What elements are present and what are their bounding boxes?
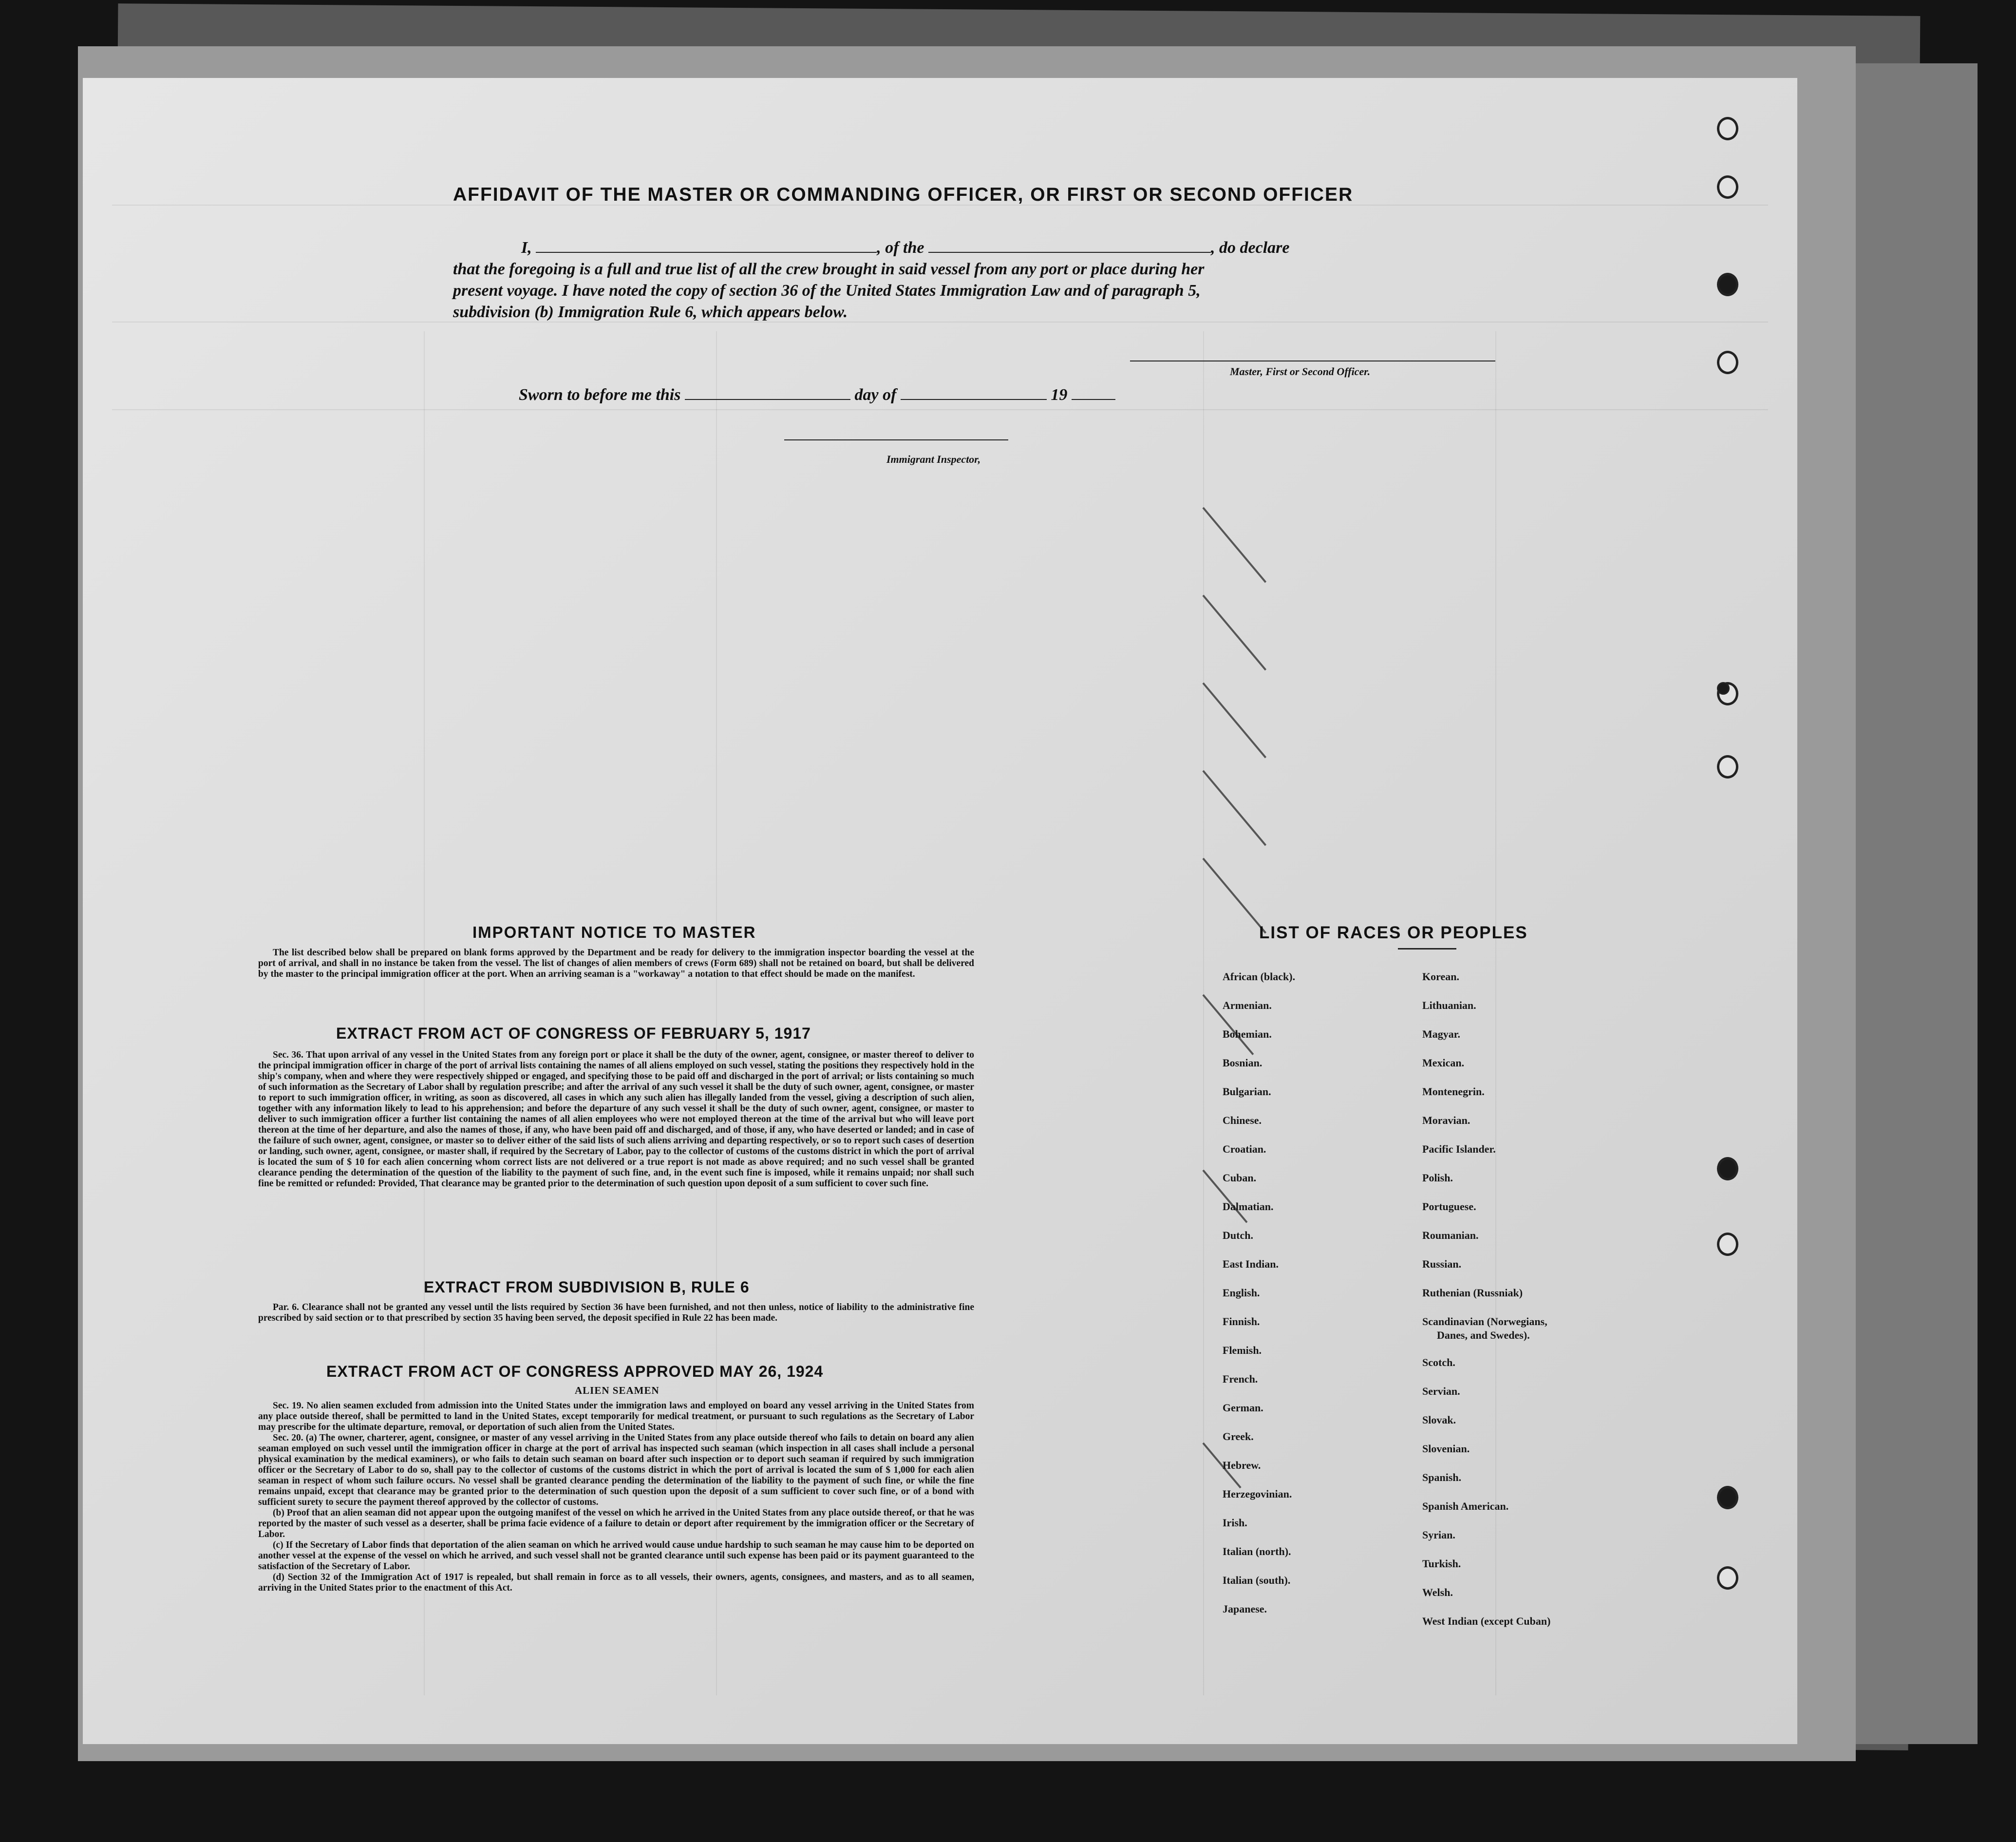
binder-hole xyxy=(1717,1233,1738,1256)
sworn-line xyxy=(519,386,1115,404)
race-item: Moravian. xyxy=(1422,1114,1470,1126)
race-item: Portuguese. xyxy=(1422,1200,1476,1213)
binder-hole xyxy=(1717,351,1738,374)
pen-stroke xyxy=(1202,595,1266,671)
race-item: Bohemian. xyxy=(1223,1028,1272,1040)
race-item: Cuban. xyxy=(1223,1172,1257,1184)
race-item: Bulgarian. xyxy=(1223,1085,1271,1098)
race-item: Hebrew. xyxy=(1223,1459,1261,1471)
race-item: German. xyxy=(1223,1402,1263,1414)
notice-title: IMPORTANT NOTICE TO MASTER xyxy=(472,923,756,941)
subdivision-b-title: EXTRACT FROM SUBDIVISION B, RULE 6 xyxy=(424,1278,750,1296)
race-item: Syrian. xyxy=(1422,1529,1455,1541)
race-item: Irish. xyxy=(1223,1517,1247,1529)
pen-stroke xyxy=(1202,683,1266,759)
subdivision-b-text xyxy=(258,1302,974,1324)
sworn-month-blank xyxy=(901,386,1047,400)
race-item: Slovak. xyxy=(1422,1414,1456,1426)
race-item: Finnish. xyxy=(1223,1315,1260,1328)
section-19-paragraph: Sec. 19. No alien seamen excluded from admission into the United States under the immigration laws and employed on board any vessel arriving in the United States from any place outside thereof, shall be permitted to land in the United States, except temporarily for medical treatment, or pursuant to such regulations as the Secretary of Labor may prescribe for the ultimate departure, removal, or deportation of such alien from the United States. xyxy=(258,1401,974,1432)
affidavit-title: AFFIDAVIT OF THE MASTER OR COMMANDING OFFICER, OR FIRST OR SECOND OFFICER xyxy=(453,184,1354,205)
bleed-through-rule xyxy=(112,322,1768,323)
bleed-through-column xyxy=(1495,331,1496,1695)
race-item: Spanish American. xyxy=(1422,1500,1509,1512)
race-item: Scotch. xyxy=(1422,1356,1455,1368)
sworn-label: Sworn to before me this xyxy=(519,386,681,404)
pen-stroke xyxy=(1202,858,1266,934)
binder-hole xyxy=(1717,273,1738,296)
document-page xyxy=(83,78,1797,1744)
binder-hole xyxy=(1717,1486,1738,1509)
affidavit-of-label: , of the xyxy=(877,239,924,257)
binder-hole xyxy=(1717,682,1730,695)
race-item: Japanese. xyxy=(1223,1603,1267,1615)
vessel-name-blank xyxy=(928,239,1211,253)
binder-hole xyxy=(1717,117,1738,140)
race-item: Ruthenian (Russniak) xyxy=(1422,1287,1523,1299)
race-item: Croatian. xyxy=(1223,1143,1266,1155)
race-item: Pacific Islander. xyxy=(1422,1143,1496,1155)
race-item: English. xyxy=(1223,1287,1260,1299)
section-20b-paragraph: (b) Proof that an alien seaman did not appear upon the outgoing manifest of the vessel on which he arrived in the United States from any place outside thereof, or that he was reported by the master of such vessel as a deserter, shall be prima facie evidence of a failure to detain or deport after requirement by the immigration officer or the Secretary of Labor. xyxy=(258,1508,974,1539)
binder-hole xyxy=(1717,1157,1738,1180)
race-item: East Indian. xyxy=(1223,1258,1279,1270)
pen-stroke xyxy=(1202,770,1266,846)
inspector-signature-line xyxy=(784,439,1008,440)
race-item: French. xyxy=(1223,1373,1258,1385)
race-item: West Indian (except Cuban) xyxy=(1422,1615,1551,1627)
race-item: Russian. xyxy=(1422,1258,1462,1270)
sworn-year-blank xyxy=(1072,386,1115,400)
race-item: Polish. xyxy=(1422,1172,1453,1184)
affidavit-declare-label: , do declare xyxy=(1211,239,1290,257)
race-item: Welsh. xyxy=(1422,1586,1453,1598)
race-item: Armenian. xyxy=(1223,999,1272,1011)
race-item: Spanish. xyxy=(1422,1471,1462,1483)
affidavit-line-2: that the foregoing is a full and true list of all the crew brought in said vessel from any port or place during her xyxy=(453,260,1205,278)
race-item: Korean. xyxy=(1422,970,1459,983)
race-item: Chinese. xyxy=(1223,1114,1262,1126)
race-item: Dalmatian. xyxy=(1223,1200,1274,1213)
section-20c-paragraph: (c) If the Secretary of Labor finds that deportation of the alien seaman on which he arrived would cause undue hardship to such seaman he may cause him to be deported on another vessel at the expense of the vessel on which he arrived, and such vessel shall not be granted clearance until such expense has been paid or its payment guaranteed to the satisfaction of the Secretary of Labor. xyxy=(258,1540,974,1572)
affidavit-line-4: subdivision (b) Immigration Rule 6, which appears below. xyxy=(453,303,848,321)
master-signature-label: Master, First or Second Officer. xyxy=(1230,365,1371,378)
race-item: Mexican. xyxy=(1422,1057,1465,1069)
alien-seamen-subtitle: ALIEN SEAMEN xyxy=(575,1385,659,1396)
affidavit-i-label: I, xyxy=(521,239,532,257)
binder-hole xyxy=(1717,175,1738,199)
race-item: Servian. xyxy=(1422,1385,1460,1397)
notice-text xyxy=(258,948,974,980)
race-item: Italian (north). xyxy=(1223,1545,1291,1557)
races-title-rule xyxy=(1398,948,1456,949)
extract-1917-title: EXTRACT FROM ACT OF CONGRESS OF FEBRUARY 5, 1917 xyxy=(336,1025,811,1042)
affidavit-line-1 xyxy=(521,239,1289,257)
day-of-label: day of xyxy=(854,386,897,404)
sworn-day-blank xyxy=(685,386,850,400)
race-item: Greek. xyxy=(1223,1430,1254,1443)
races-title: LIST OF RACES OR PEOPLES xyxy=(1259,923,1528,942)
race-item: Roumanian. xyxy=(1422,1229,1479,1241)
race-item: Turkish. xyxy=(1422,1557,1461,1570)
race-item: Lithuanian. xyxy=(1422,999,1476,1011)
race-item: Flemish. xyxy=(1223,1344,1262,1356)
binder-hole xyxy=(1717,755,1738,779)
race-item: Herzegovinian. xyxy=(1223,1488,1292,1500)
race-item: Italian (south). xyxy=(1223,1574,1291,1586)
inspector-signature-label: Immigrant Inspector, xyxy=(886,453,981,465)
pen-stroke xyxy=(1202,507,1266,583)
section-36-paragraph: Sec. 36. That upon arrival of any vessel in the United States from any foreign port or place it shall be the duty of the owner, agent, consignee, or master thereof to deliver to the principal immigration officer in charge of the port of arrival lists containing the names of all aliens employed on such vessel, stating the positions they respectively hold in the ship's company, when and where they were respectively shipped or engaged, and specifying those to be paid off and discharged in the port of arrival; or lists containing so much of such information as the Secretary of Labor shall by regulation prescribe; and after the arrival of any such vessel it shall be the duty of such owner, agent, consignee, or master to report to such immigration officer, in writing, as soon as discovered, all cases in which any such alien has illegally landed from the vessel, giving a description of such alien, together with any information likely to lead to his apprehension; and before the departure of any such vessel it shall be the duty of such owner, agent, consignee, or master to deliver to such immigration officer a further list containing the names of all alien employees who were not employed thereon at the time of the arrival but who will leave port thereon at the time of her departure, and also the names of those, if any, who have been paid off and discharged, and of those, if any, who have deserted or landed; and in case of the failure of such owner, agent, consignee, or master so to deliver either of the said lists of such aliens arriving and departing respectively, or so to report such cases of desertion or landing, such owner, agent, consignee, or master shall, if required by the Secretary of Labor, pay to the collector of customs of the customs district in which the port of arrival is located the sum of $ 10 for each alien concerning whom correct lists are not delivered or a true report is not made as above required; and no such vessel shall be granted clearance pending the determination of the question of the liability to the payment of such fine, and, in the event such fine is imposed, while it remains unpaid; nor shall such fine be remitted or refunded: Provided, That clearance may be granted prior to the determination of such question upon deposit of a sum sufficient to cover such fine. xyxy=(258,1050,974,1189)
extract-1924-text xyxy=(258,1401,974,1594)
race-item: Montenegrin. xyxy=(1422,1085,1485,1098)
extract-1924-title: EXTRACT FROM ACT OF CONGRESS APPROVED MAY 26, 1924 xyxy=(326,1363,824,1380)
section-20d-paragraph: (d) Section 32 of the Immigration Act of 1917 is repealed, but shall remain in force as to all vessels, their owners, agents, consignees, and masters, and as to all seamen, arriving in the United States prior to the enactment of this Act. xyxy=(258,1572,974,1593)
extract-1917-text xyxy=(258,1050,974,1189)
race-item: African (black). xyxy=(1223,970,1296,983)
race-item: Scandinavian (Norwegians, xyxy=(1422,1315,1547,1328)
master-name-blank xyxy=(536,239,877,253)
race-item: Magyar. xyxy=(1422,1028,1461,1040)
affidavit-line-3: present voyage. I have noted the copy of section 36 of the United States Immigration Law and of paragraph 5, xyxy=(453,282,1201,300)
par-6-paragraph: Par. 6. Clearance shall not be granted any vessel until the lists required by Section 36 have been furnished, and not then unless, notice of liability to the administrative fine prescribed by said section or to that prescribed by section 35 having been served, the deposit specified in Rule 22 has been made. xyxy=(258,1302,974,1323)
race-item: Bosnian. xyxy=(1223,1057,1262,1069)
year-label: 19 xyxy=(1051,386,1068,404)
binder-hole xyxy=(1717,1566,1738,1590)
section-20a-paragraph: Sec. 20. (a) The owner, charterer, agent, consignee, or master of any vessel arriving in the United States from any place outside thereof who fails to detain on board any alien seaman employed on such vessel until the immigration officer in charge at the port of arrival has inspected such seaman (which inspection in all cases shall include a personal physical examination by the medical examiners), or who fails to detain such seaman on board after such inspection or to deport such seaman if required by such immigration officer or the Secretary of Labor to do so, shall pay to the collector of customs of the customs district in which the port of arrival is located the sum of $ 1,000 for each alien seaman in respect of whom such failure occurs. No vessel shall be granted clearance pending the determination of the liability to the payment of such fine, or while the fine remains unpaid, except that clearance may be granted prior to the determination of such question upon the deposit of a sum sufficient to cover such fine, or of a bond with sufficient surety to secure the payment thereof approved by the collector of customs. xyxy=(258,1433,974,1507)
notice-paragraph: The list described below shall be prepared on blank forms approved by the Department and be ready for delivery to the immigration inspector boarding the vessel at the port of arrival, and shall in no instance be taken from the vessel. The list of changes of alien members of crews (Form 689) shall not be retained on board, but shall be delivered by the master to the principal immigration officer at the port. When an arriving seaman is a "workaway" a notation to that effect should be made on the manifest. xyxy=(258,948,974,979)
race-item: Slovenian. xyxy=(1422,1443,1470,1455)
race-item: Dutch. xyxy=(1223,1229,1253,1241)
bleed-through-column xyxy=(1203,331,1204,1695)
race-item: Danes, and Swedes). xyxy=(1437,1329,1530,1341)
bleed-through-rule xyxy=(112,409,1768,410)
